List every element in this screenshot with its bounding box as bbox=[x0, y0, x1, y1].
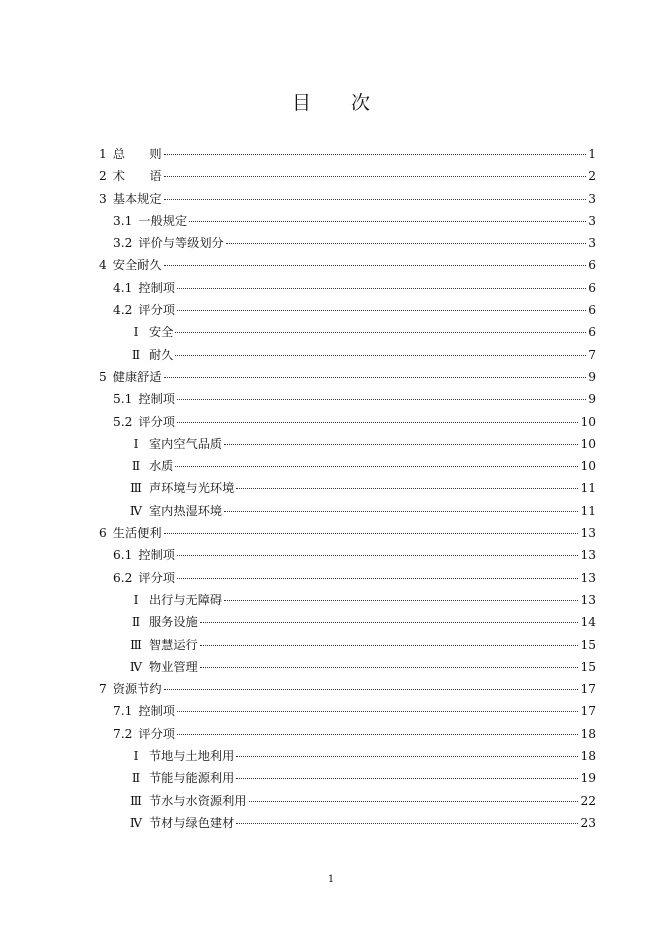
toc-entry-page: 15 bbox=[580, 637, 596, 652]
toc-entry-title: 水质 bbox=[149, 459, 174, 474]
page-number-footer: 1 bbox=[327, 874, 335, 885]
page-title bbox=[0, 88, 662, 115]
toc-entry[interactable] bbox=[99, 411, 596, 433]
title-right-char: 次 bbox=[351, 92, 371, 114]
toc-entry[interactable] bbox=[99, 188, 596, 210]
toc-entry-title: 评分项 bbox=[138, 303, 175, 318]
toc-entry[interactable] bbox=[99, 321, 596, 343]
toc-entry-number: Ⅲ bbox=[130, 793, 142, 808]
toc-entry-number: 4.1 bbox=[113, 280, 133, 295]
table-of-contents bbox=[99, 143, 596, 834]
toc-entry-label bbox=[99, 678, 162, 700]
toc-entry-number: Ⅰ bbox=[133, 325, 139, 340]
toc-dot-leader bbox=[189, 221, 586, 222]
toc-entry-label bbox=[113, 299, 175, 321]
toc-entry[interactable] bbox=[99, 366, 596, 388]
toc-entry-number: 5.1 bbox=[113, 392, 133, 407]
toc-entry-page: 13 bbox=[580, 592, 596, 607]
toc-entry[interactable] bbox=[99, 388, 596, 410]
toc-entry-page: 13 bbox=[580, 548, 596, 563]
toc-entry-page: 9 bbox=[588, 369, 596, 384]
toc-entry-page: 18 bbox=[580, 749, 596, 764]
toc-entry[interactable] bbox=[99, 254, 596, 276]
toc-entry-label bbox=[113, 723, 175, 745]
toc-entry-title: 节能与能源利用 bbox=[149, 771, 235, 786]
toc-dot-leader bbox=[177, 288, 586, 289]
toc-entry-label bbox=[113, 232, 224, 254]
toc-entry-title: 控制项 bbox=[138, 704, 175, 719]
toc-entry-page: 14 bbox=[580, 615, 596, 630]
toc-dot-leader bbox=[224, 444, 578, 445]
toc-entry-label bbox=[113, 411, 175, 433]
toc-entry[interactable] bbox=[99, 678, 596, 700]
toc-entry-page: 6 bbox=[588, 303, 596, 318]
toc-entry-title: 健康舒适 bbox=[112, 369, 162, 384]
toc-dot-leader bbox=[164, 533, 579, 534]
toc-dot-leader bbox=[224, 600, 578, 601]
toc-entry-title: 节材与绿色建材 bbox=[149, 815, 235, 830]
toc-entry-page: 22 bbox=[580, 793, 596, 808]
toc-dot-leader bbox=[226, 243, 587, 244]
toc-dot-leader bbox=[177, 555, 579, 556]
toc-entry-page: 13 bbox=[580, 570, 596, 585]
toc-entry-number: Ⅲ bbox=[130, 637, 142, 652]
toc-dot-leader bbox=[177, 711, 579, 712]
toc-dot-leader bbox=[175, 466, 578, 467]
toc-entry-page: 11 bbox=[580, 481, 596, 496]
toc-entry[interactable] bbox=[99, 344, 596, 366]
toc-entry-label bbox=[113, 277, 175, 299]
toc-entry[interactable] bbox=[99, 500, 596, 522]
toc-entry-number: Ⅳ bbox=[129, 503, 143, 518]
toc-entry-label bbox=[127, 433, 222, 455]
toc-entry-title: 评分项 bbox=[138, 726, 175, 741]
toc-entry-number: 7.2 bbox=[113, 726, 133, 741]
toc-entry-number: 5.2 bbox=[113, 414, 133, 429]
toc-entry-number: 4 bbox=[99, 258, 107, 273]
toc-entry-number: 6.1 bbox=[113, 548, 133, 563]
toc-dot-leader bbox=[200, 667, 579, 668]
toc-dot-leader bbox=[164, 154, 587, 155]
toc-dot-leader bbox=[177, 399, 586, 400]
toc-entry-label bbox=[99, 188, 162, 210]
toc-entry[interactable] bbox=[99, 165, 596, 187]
toc-entry-title: 室内热湿环境 bbox=[149, 503, 223, 518]
toc-dot-leader bbox=[175, 332, 586, 333]
toc-entry-number: 3.2 bbox=[113, 236, 133, 251]
toc-entry-title: 服务设施 bbox=[149, 615, 198, 630]
toc-entry[interactable] bbox=[99, 477, 596, 499]
toc-entry[interactable] bbox=[99, 143, 596, 165]
toc-entry-page: 7 bbox=[588, 347, 596, 362]
toc-entry[interactable] bbox=[99, 210, 596, 232]
toc-entry-page: 1 bbox=[588, 147, 596, 161]
toc-dot-leader bbox=[164, 265, 587, 266]
toc-entry[interactable] bbox=[99, 767, 596, 789]
toc-entry-page: 6 bbox=[588, 258, 596, 273]
toc-entry-number: Ⅱ bbox=[131, 771, 141, 786]
toc-entry[interactable] bbox=[99, 611, 596, 633]
toc-entry-number: Ⅱ bbox=[131, 615, 141, 630]
toc-entry[interactable] bbox=[99, 277, 596, 299]
toc-entry-number: Ⅲ bbox=[130, 481, 142, 496]
toc-entry-title: 出行与无障碍 bbox=[149, 592, 223, 607]
toc-entry-number: 5 bbox=[99, 369, 107, 384]
toc-entry-title: 安全 bbox=[149, 325, 174, 340]
toc-entry-page: 3 bbox=[588, 213, 596, 228]
toc-entry-title: 总 则 bbox=[112, 147, 162, 161]
toc-entry-page: 6 bbox=[588, 280, 596, 295]
toc-entry-number: 3 bbox=[99, 191, 107, 206]
toc-entry[interactable] bbox=[99, 433, 596, 455]
toc-entry-title: 控制项 bbox=[138, 280, 175, 295]
toc-entry-number: Ⅳ bbox=[129, 659, 143, 674]
toc-entry-page: 6 bbox=[588, 325, 596, 340]
toc-dot-leader bbox=[177, 734, 579, 735]
toc-entry-page: 9 bbox=[588, 392, 596, 407]
toc-dot-leader bbox=[177, 578, 579, 579]
toc-dot-leader bbox=[175, 355, 586, 356]
toc-entry-label bbox=[113, 388, 175, 410]
toc-dot-leader bbox=[177, 310, 586, 311]
toc-dot-leader bbox=[164, 199, 587, 200]
toc-dot-leader bbox=[236, 778, 578, 779]
toc-entry[interactable] bbox=[99, 656, 596, 678]
toc-entry-page: 17 bbox=[580, 704, 596, 719]
toc-entry[interactable] bbox=[99, 544, 596, 566]
toc-entry-title: 评价与等级划分 bbox=[138, 236, 224, 251]
toc-entry[interactable] bbox=[99, 455, 596, 477]
toc-entry-page: 10 bbox=[580, 459, 596, 474]
toc-entry-label bbox=[99, 165, 162, 187]
toc-entry-number: Ⅱ bbox=[131, 459, 141, 474]
toc-dot-leader bbox=[224, 511, 578, 512]
toc-entry-number: 7.1 bbox=[113, 704, 133, 719]
toc-entry-title: 耐久 bbox=[149, 347, 174, 362]
toc-entry-number: 6 bbox=[99, 526, 107, 541]
toc-entry-label bbox=[99, 143, 162, 165]
toc-entry-number: 2 bbox=[99, 169, 107, 184]
toc-entry-page: 10 bbox=[580, 414, 596, 429]
toc-entry-label bbox=[113, 544, 175, 566]
toc-entry-title: 节水与水资源利用 bbox=[149, 793, 247, 808]
toc-dot-leader bbox=[200, 622, 579, 623]
toc-entry-label bbox=[127, 611, 198, 633]
toc-entry-label bbox=[127, 745, 234, 767]
toc-entry-number: 3.1 bbox=[113, 213, 133, 228]
toc-entry[interactable] bbox=[99, 299, 596, 321]
toc-entry-label bbox=[127, 767, 234, 789]
toc-entry-title: 控制项 bbox=[138, 392, 175, 407]
toc-dot-leader bbox=[164, 176, 587, 177]
toc-entry-title: 节地与土地利用 bbox=[149, 749, 235, 764]
toc-dot-leader bbox=[249, 801, 579, 802]
toc-entry-page: 18 bbox=[580, 726, 596, 741]
toc-entry[interactable] bbox=[99, 589, 596, 611]
toc-entry-title: 物业管理 bbox=[149, 659, 198, 674]
toc-entry-title: 基本规定 bbox=[112, 191, 162, 206]
toc-dot-leader bbox=[177, 422, 579, 423]
toc-dot-leader bbox=[236, 823, 578, 824]
toc-entry-label bbox=[127, 634, 198, 656]
toc-entry-label bbox=[127, 344, 173, 366]
toc-entry-page: 23 bbox=[580, 815, 596, 830]
toc-entry-page: 17 bbox=[580, 682, 596, 697]
toc-entry-page: 2 bbox=[588, 169, 596, 184]
toc-entry-title: 控制项 bbox=[138, 548, 175, 563]
toc-entry-page: 19 bbox=[580, 771, 596, 786]
toc-entry-title: 声环境与光环境 bbox=[149, 481, 235, 496]
toc-entry-number: 1 bbox=[99, 147, 107, 161]
toc-entry[interactable] bbox=[99, 522, 596, 544]
toc-entry-number: 4.2 bbox=[113, 303, 133, 318]
toc-entry-label bbox=[127, 656, 198, 678]
toc-entry-title: 资源节约 bbox=[112, 682, 162, 697]
toc-entry-number: 6.2 bbox=[113, 570, 133, 585]
toc-entry-number: Ⅰ bbox=[133, 436, 139, 451]
toc-entry-page: 3 bbox=[588, 191, 596, 206]
toc-dot-leader bbox=[164, 689, 579, 690]
toc-entry-title: 安全耐久 bbox=[112, 258, 162, 273]
toc-entry-label bbox=[113, 210, 187, 232]
toc-entry-title: 评分项 bbox=[138, 570, 175, 585]
toc-entry-label bbox=[99, 522, 162, 544]
toc-entry[interactable] bbox=[99, 567, 596, 589]
toc-entry-label bbox=[127, 477, 234, 499]
toc-entry-label bbox=[113, 700, 175, 722]
toc-entry-number: Ⅰ bbox=[133, 749, 139, 764]
toc-entry[interactable] bbox=[99, 812, 596, 834]
toc-entry-title: 室内空气品质 bbox=[149, 436, 223, 451]
toc-dot-leader bbox=[164, 377, 587, 378]
toc-entry-label bbox=[113, 567, 175, 589]
toc-dot-leader bbox=[236, 756, 578, 757]
toc-entry-label bbox=[127, 455, 173, 477]
title-left-char: 目 bbox=[291, 92, 311, 114]
toc-entry-page: 11 bbox=[580, 503, 596, 518]
toc-entry-number: Ⅰ bbox=[133, 592, 139, 607]
toc-entry[interactable] bbox=[99, 700, 596, 722]
toc-dot-leader bbox=[236, 488, 578, 489]
toc-entry[interactable] bbox=[99, 790, 596, 812]
toc-entry-number: Ⅱ bbox=[131, 347, 141, 362]
toc-entry-title: 智慧运行 bbox=[149, 637, 198, 652]
toc-entry-number: 7 bbox=[99, 682, 107, 697]
toc-entry-title: 一般规定 bbox=[138, 213, 188, 228]
toc-entry[interactable] bbox=[99, 634, 596, 656]
toc-entry[interactable] bbox=[99, 745, 596, 767]
toc-dot-leader bbox=[200, 645, 579, 646]
toc-entry-title: 评分项 bbox=[138, 414, 175, 429]
toc-entry-page: 10 bbox=[580, 436, 596, 451]
toc-entry-title: 术 语 bbox=[112, 169, 162, 184]
toc-entry[interactable] bbox=[99, 723, 596, 745]
toc-entry-label bbox=[127, 812, 234, 834]
toc-entry-label bbox=[127, 790, 247, 812]
toc-entry-page: 3 bbox=[588, 236, 596, 251]
toc-entry-page: 15 bbox=[580, 659, 596, 674]
toc-entry-label bbox=[127, 321, 173, 343]
toc-entry-title: 生活便利 bbox=[112, 526, 162, 541]
toc-entry-label bbox=[99, 254, 162, 276]
toc-entry-label bbox=[99, 366, 162, 388]
toc-entry-label bbox=[127, 589, 222, 611]
toc-entry[interactable] bbox=[99, 232, 596, 254]
toc-entry-label bbox=[127, 500, 222, 522]
toc-entry-page: 13 bbox=[580, 526, 596, 541]
toc-entry-number: Ⅳ bbox=[129, 815, 143, 830]
